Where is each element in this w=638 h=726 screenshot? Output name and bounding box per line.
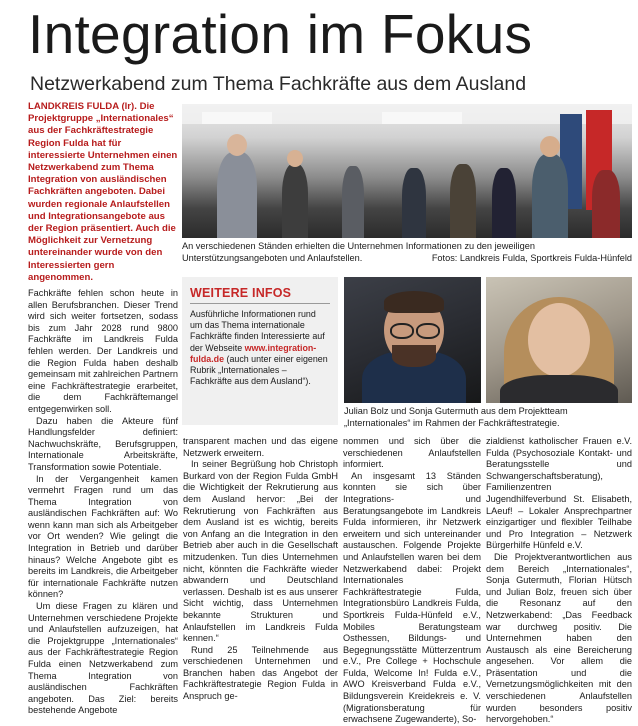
- website-link[interactable]: www.integration-fulda.de: [190, 342, 317, 364]
- portrait-caption: Julian Bolz und Sonja Gutermuth aus dem Projektteam „Internationales“ im Rahmen der Fachkräftestrategie.: [344, 406, 568, 428]
- paragraph: zialdienst katholischer Frauen e.V. Fulda (Psychosoziale Kontakt- und Beratungsstelle und Schwangerschaftsberatung), Familienzentren Jugendhilfeverbund St. Elisabeth, LAeuf! – Lokaler Ansprechpartner einzigartiger und flexibler Teilhabe und Pro Integration – Netzwerk Bürgerhilfe Hünfeld e.V.: [486, 436, 632, 551]
- photo-credit: Fotos: Landkreis Fulda, Sportkreis Fulda-Hünfeld: [431, 252, 632, 263]
- info-box-heading: WEITERE INFOS: [190, 286, 292, 300]
- paragraph: In der Vergangenheit kamen vermehrt Fragen rund um das Thema Integration von ausländischen Fachkräften auf: Wo wenn kann man sich als Arbeitgeber vor Ort wenden? Wie gelingt die Integration in Betrieb und darüber hinaus? Welche Angebote gibt es bereits im Landkreis, die Arbeitgeber für internationale Fachkräfte nutzen können?: [28, 473, 178, 600]
- paragraph: Um diese Fragen zu klären und Unternehmen verschiedene Projekte und Anlaufstellen aufzuzeigen, hat die Projektgruppe „Internationales“ aus der Fachkräftestrategie Region Fulda einen Netzwerkabend zum Thema Integration von ausländischen Fachkräften angeboten. Das Ziel: bereits bestehende Angebote: [28, 601, 178, 716]
- article-subtitle: Netzwerkabend zum Thema Fachkräfte aus dem Ausland: [30, 73, 527, 95]
- portrait-photo-sonja-gutermuth: [486, 277, 632, 403]
- info-box-note: (auch unter einer eigenen Rubrik „Internationales – Fachkräfte aus dem Ausland“).: [190, 353, 328, 387]
- paragraph: nommen und sich über die verschiedenen Anlaufstellen informiert.: [343, 436, 481, 470]
- paragraph: In seiner Begrüßung hob Christoph Burkard von der Region Fulda GmbH die Wichtigkeit der Rekrutierung aus dem Ausland hervor: „Bei der Rekrutierung von Fachkräften aus dem Ausland ist es wichtig, bereits von Anfang an die Integration in den Betrieb aber auch in die Gesellschaft mitzudenken. Tun dies Unternehmen nicht, könnten die Fachkräfte wieder abwandern und Deutschland verlassen. Deshalb ist es aus unserer Sicht wichtig, dass Unternehmen bekannte Strukturen und Anlaufstellen im Landkreis Fulda kennen.“: [183, 459, 338, 644]
- article-lead: LANDKREIS FULDA (lr). Die Projektgruppe „Internationales“ aus der Fachkräftestrategie Region Fulda hat für interessierte Unternehmen einen Netzwerkabend zum Thema Integration von ausländischen Fachkräften angeboten. Dabei wurden regionale Anlaufstellen und Integrationsangebote aus der Region präsentiert. Auch die Möglichkeit zur Vernetzung untereinander wurde von den Interessierten gern angenommen.: [28, 101, 178, 283]
- paragraph: transparent machen und das eigene Netzwerk erweitern.: [183, 436, 338, 458]
- paragraph: Dazu haben die Akteure fünf Handlungsfelder definiert: Nachwuchskräfte, Berufsgruppen, Internationale Arbeitskräfte, Transformation sowie Potentiale.: [28, 415, 178, 472]
- paragraph: Rund 25 Teilnehmende aus verschiedenen Unternehmen und Branchen haben das Angebot der Fachkräftestrategie Region Fulda in Anspruch ge-: [183, 644, 338, 702]
- body-column-3: [343, 436, 481, 726]
- paragraph: Die Projektverantwortlichen aus dem Bereich „Internationales“, Sonja Gutermuth, Florian Hütsch und Julian Bolz, freuen sich über die Resonanz auf den Netzwerkabend: „Das Feedback war durchweg positiv. Die Unternehmen haben den Austausch als eine Bereicherung angesehen. Vor allem die Präsentation und die Vernetzungsmöglichkeiten mit den verschiedenen Anlaufstellen wurden besonders positiv hervorgehoben.“: [486, 551, 632, 725]
- info-box-divider: [190, 303, 330, 304]
- event-photo-caption: [182, 241, 632, 264]
- body-column-2: [183, 436, 338, 703]
- info-box-intro: Ausführliche Informationen rund um das Thema internationale Fachkräfte finden Interessierte auf der Webseite: [190, 309, 325, 353]
- portrait-photo-julian-bolz: [344, 277, 481, 403]
- paragraph: Fachkräfte fehlen schon heute in allen Berufsbranchen. Dieser Trend wird sich weiter fortsetzen, sodass bis zum Jahr 2028 rund 9800 Fachkräfte im Landkreis Fulda fehlen werden. Der Landkreis und die Region Fulda haben deshalb gemeinsam mit zahlreichen Partnern eine Fachkräftestrategie erarbeitet, die dem Fachkräftemangel entgegenwirken soll.: [28, 288, 178, 414]
- photo-caption-text: An verschiedenen Ständen erhielten die Unternehmen Informationen zu den jeweiligen Unterstützungsangeboten und Anlaufstellen.: [182, 241, 535, 263]
- body-column-4: [486, 436, 632, 726]
- body-column-1: [28, 288, 178, 717]
- event-photo: [182, 104, 632, 238]
- article-title: Integration im Fokus: [28, 3, 533, 65]
- paragraph: An insgesamt 13 Ständen konnten sie sich über Integrations- und Beratungsangebote im Landkreis Fulda informieren, ihr Netzwerk erweitern und sich untereinander austauschen. Folgende Projekte und Anlaufstellen waren bei dem Netzwerkabend dabei: Projekt Internationales Fachkräftestrategie Fulda, Integrationsbüro Landkreis Fulda, Sportkreis Fulda-Hünfeld e.V., Mobiles Beratungsteam Osthessen, Bildungs- und Begegnungsstätte Mütterzentrum e.V., Pre College + Hochschule Fulda, Welcome In! Fulda e.V., AWO Kreisverband Fulda e.V., Bildungsverein Kreidekreis e. V. (Migrationsberatung für erwachsene Zugewanderte), So-: [343, 470, 481, 725]
- info-box-text: [190, 309, 330, 387]
